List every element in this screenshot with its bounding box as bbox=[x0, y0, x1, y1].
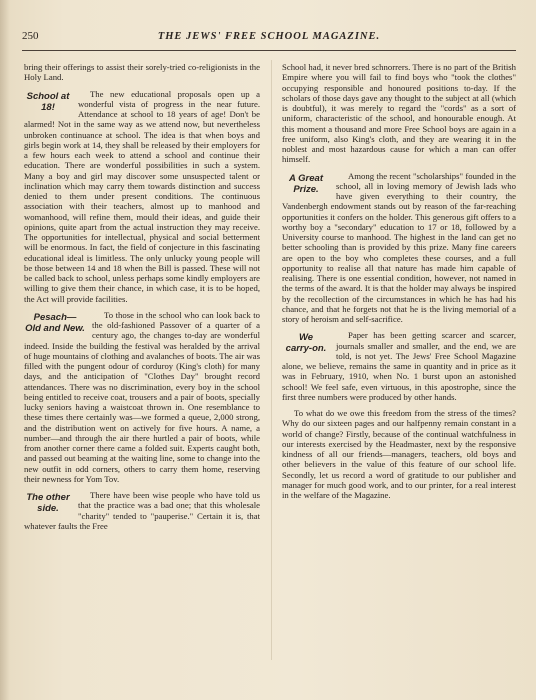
paragraph-paper-text: Paper has been getting scarcer and scarcer, journals smaller and smaller, and the end, we are told, is not yet. The Jews' Free School Magazine alone, we believe, remains the same in quantity and in price as it was in February, 1910, when No. 1 burst upon an astonished school! We feel safe, even virtuous, in this apostrophe, since the first three numbers were produced by other hands. bbox=[282, 330, 516, 402]
paragraph-pesach bbox=[24, 310, 260, 484]
paragraph-other-side bbox=[24, 490, 260, 531]
paragraph-great-prize bbox=[282, 171, 516, 325]
paragraph-what-do-we-owe: To what do we owe this freedom from the stress of the times? Why do our sixteen pages and our halfpenny remain constant in a world of change? Firstly, because of the continual watchfulness in our interests exercised by the Headmaster, next by the responsive kindness of all our friends—managers, teachers, old boys and other believers in the value of this feature of our school life. Secondly, let us record a word of gratitude to our publisher and manager for much good work, and to our printer, for a real interest in the welfare of the Magazine. bbox=[282, 408, 516, 500]
page-header bbox=[22, 30, 516, 46]
paragraph-school-text: The new educational proposals open up a wonderful vista of progress in the near future. Attendance at school to 18 years of age! Don't be alarmed! Not in the same way as we attend now, but nevertheless unbroken continuance at school. The idea is that when boys and girls begin work at 14, they shall be released by their employers for a few hours each week to attend a school and continue their education. There are wonderful possibilities in such a system. Many a boy and girl may discover some unsuspected talent or inclination which may carry them towards distinction and success denied to them under present conditions. The continuous association with their teachers, almost up to manhood and womanhood, will refine them, mould their ideas, and guide their opinions, quite apart from the actual instruction they may receive. The opportunities for intellectual, physical and social betterment will be enormous. In fact, the field of conjecture in this fascinating educational ideal is limitless. The only unlucky young people will be those between 14 and 18 when the Bill is passed. These will not be called back to school, unless perhaps some kindly employers are willing to give them their chance, in which case, it is to be hoped, the Act will provide facilities. bbox=[24, 88, 260, 304]
page-fold-shadow bbox=[0, 0, 10, 700]
paragraph-school-at-18 bbox=[24, 89, 260, 304]
paragraph-we-carry-on bbox=[282, 330, 516, 402]
left-column bbox=[24, 62, 260, 531]
sidenote-we-carry-on: We carry-on. bbox=[285, 332, 327, 355]
page-number: 250 bbox=[22, 30, 39, 42]
sidenote-school-at-18: School at 18! bbox=[26, 90, 70, 113]
sidenote-other-side: The other side. bbox=[26, 492, 70, 514]
header-rule bbox=[22, 50, 516, 51]
paragraph-continuation: School had, it never bred schnorrers. There is no part of the British Empire where you will fail to find boys who "took the clothes" occupying responsible and honoured positions to-day. If the scholars of those days gave any thought to the subject at all (which is doubtful), it was merely to regard the "cords" as a sort of uniform, characteristic of the school, and honourable enough. At this moment a thousand and more Free School boys are again in a free uniform, also King's cloth, and they are wearing it in the noblest and most hazardous cause for which a man can offer himself. bbox=[282, 62, 516, 165]
running-title: THE JEWS' FREE SCHOOL MAGAZINE. bbox=[157, 31, 381, 42]
sidenote-pesach: Pesach— Old and New. bbox=[25, 311, 85, 334]
column-divider bbox=[271, 60, 272, 660]
paragraph-other-text: There have been wise people who have told us that the practice was a bad one; that this wholesale "charity" tended to "pauperise." Certain it is, that whatever faults the Free bbox=[24, 490, 260, 531]
paragraph-among-text: Among the recent "scholarships" founded in the school, all in loving memory of Jewish lads who have given everything to their country, the Vandenbergh endowment stands out by reason of the far-reaching opportunities it confers on the holder. This generous gift offers to a worthy boy a "secondary" education to 17 or 18, followed by a University course to manhood. The highest in the land can get no better schooling than is provided by this prize. Many fine careers are open to the boy who completes these courses, and a full opportunity to realise all that nature has made him capable of realising. There is one essential condition, however, not named in the terms of the award. It is that the holder may always be inspired by the recollection of the circumstances in which he has had his chance, and that he forgets not that he is the living memorial of a story of heroism and self-sacrifice. bbox=[282, 170, 516, 324]
sidenote-great-prize: A Great Prize. bbox=[289, 172, 323, 195]
paragraph-intro: bring their offerings to assist their sorely-tried co-religionists in the Holy Land. bbox=[24, 62, 260, 83]
paragraph-pesach-text: To those in the school who can look back to the old-fashioned Passover of a quarter of a century ago, the changes to-day are wonderful indeed. Inside the building the festival was heralded by the arrival of huge mountains of clothing and avalanches of boots. The air was filled with the pungent odour of corduroy (King's cloth) for many days, and the anticipation of "Clothes Day" brought record attendances. There was no discrimination, every boy in the school being entitled to receive coat, trousers and a pair of boots, specially lucky seniors having a waistcoat thrown in. One resemblance to these times there certainly was—we formed a queue, 2,000 strong, and the distribution went on actively for five hours. A name, a number—and through the air there hurtled a pair of boots, while from another corner there came a folded suit. Experts caught both, and passed out beaming at the waiting line, some to change into the new outfit in odd corners, others to carry them home, reserving their newness for Yom Tov. bbox=[24, 309, 260, 484]
right-column bbox=[282, 62, 516, 500]
